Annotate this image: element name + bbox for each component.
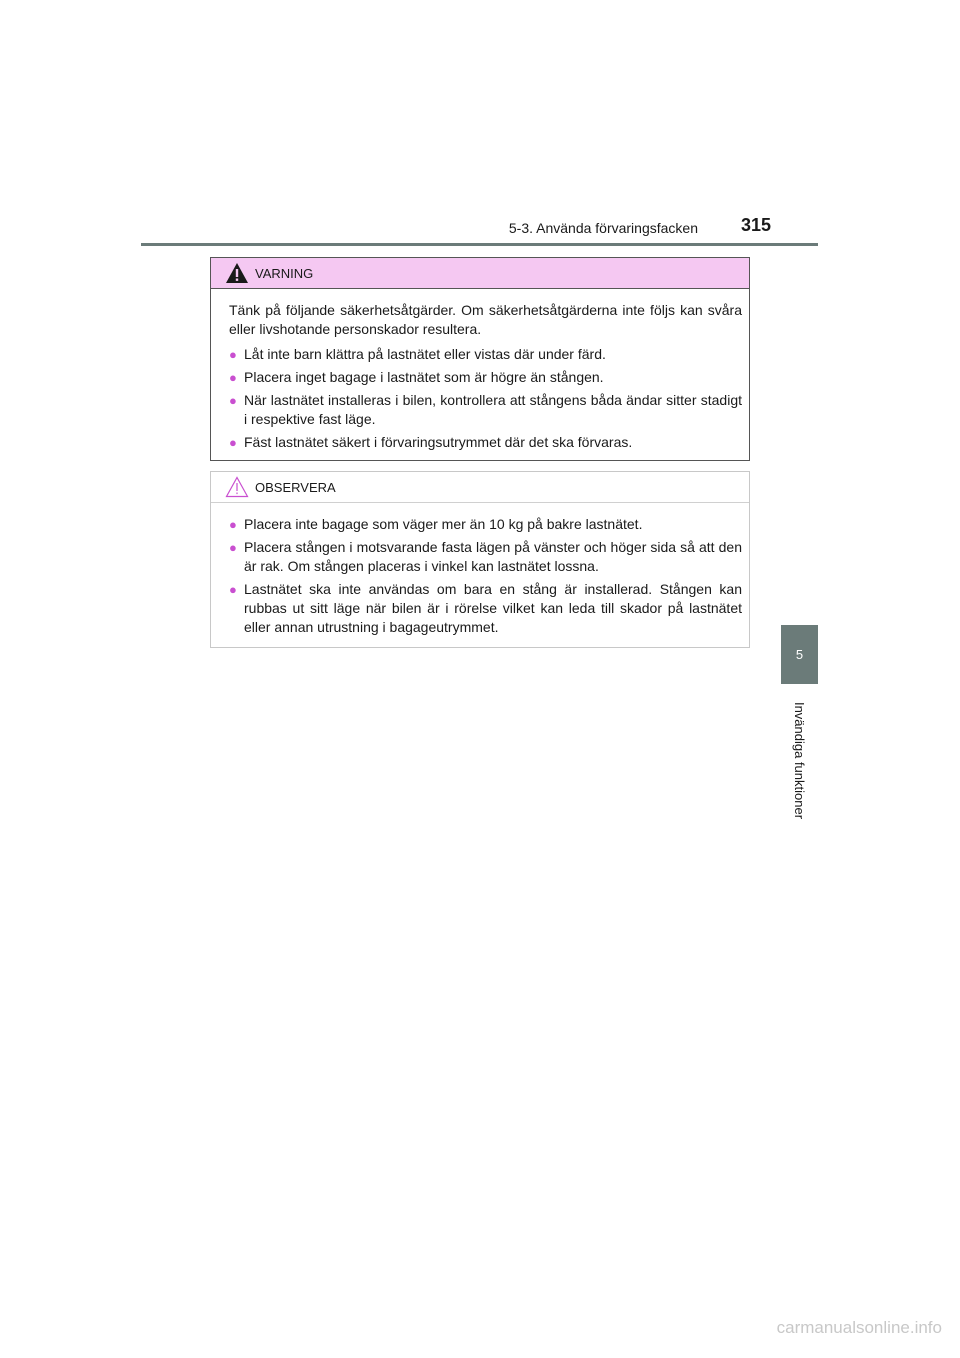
warning-list-item: ● Fäst lastnätet säkert i förvaringsutrymmet där det ska förvaras. (229, 434, 633, 450)
header-divider (141, 243, 818, 246)
warning-list-item: ● När lastnätet installeras i bilen, kontrollera att stångens båda ändar sitter stadigt i respektive fast läge. (229, 392, 742, 427)
notice-list-item: ● Placera inte bagage som väger mer än 10 kg på bakre lastnätet. (229, 516, 643, 532)
chapter-number: 5 (795, 647, 804, 662)
warning-list-item: ● Låt inte barn klättra på lastnätet eller vistas där under färd. (229, 346, 606, 362)
chapter-tab (781, 625, 818, 684)
chapter-title-vertical (781, 690, 818, 830)
bullet-icon: ● (229, 370, 237, 385)
warning-header (211, 258, 749, 289)
bullet-icon: ● (229, 540, 237, 555)
bullet-icon: ● (229, 517, 237, 532)
notice-list-item: ● Placera stången i motsvarande fasta lägen på vänster och höger sida så att den är rak. Om stången placeras i vinkel kan lastnätet lossna. (229, 539, 742, 574)
warning-list-item: ● Placera inget bagage i lastnätet som är högre än stången. (229, 369, 604, 385)
bullet-icon: ● (229, 393, 237, 408)
chapter-title: Invändiga funktioner (792, 701, 807, 819)
warning-title: VARNING (255, 265, 314, 281)
notice-body (211, 503, 749, 637)
notice-box (210, 471, 750, 648)
bullet-icon: ● (229, 347, 237, 362)
watermark: carmanualsonline.info (776, 1318, 942, 1337)
notice-header (211, 472, 749, 503)
warning-intro: Tänk på följande säkerhetsåtgärder. Om säkerhetsåtgärderna inte följs kan svåra eller livshotande personskador resultera. (229, 302, 742, 337)
page-number: 315 (741, 215, 772, 235)
warning-box (210, 257, 750, 461)
bullet-icon: ● (229, 435, 237, 450)
notice-list-item: ● Lastnätet ska inte användas om bara en stång är installerad. Stången kan rubbas ut sitt läge när bilen är i rörelse vilket kan leda till skador på lastnätet eller annan utrustning i bagageutrymmet. (229, 581, 742, 635)
section-title: 5-3. Använda förvaringsfacken (508, 220, 698, 236)
caution-triangle-icon (225, 476, 249, 498)
notice-title: OBSERVERA (255, 479, 336, 495)
warning-triangle-icon (225, 262, 249, 284)
warning-body (211, 289, 749, 452)
bullet-icon: ● (229, 582, 237, 597)
